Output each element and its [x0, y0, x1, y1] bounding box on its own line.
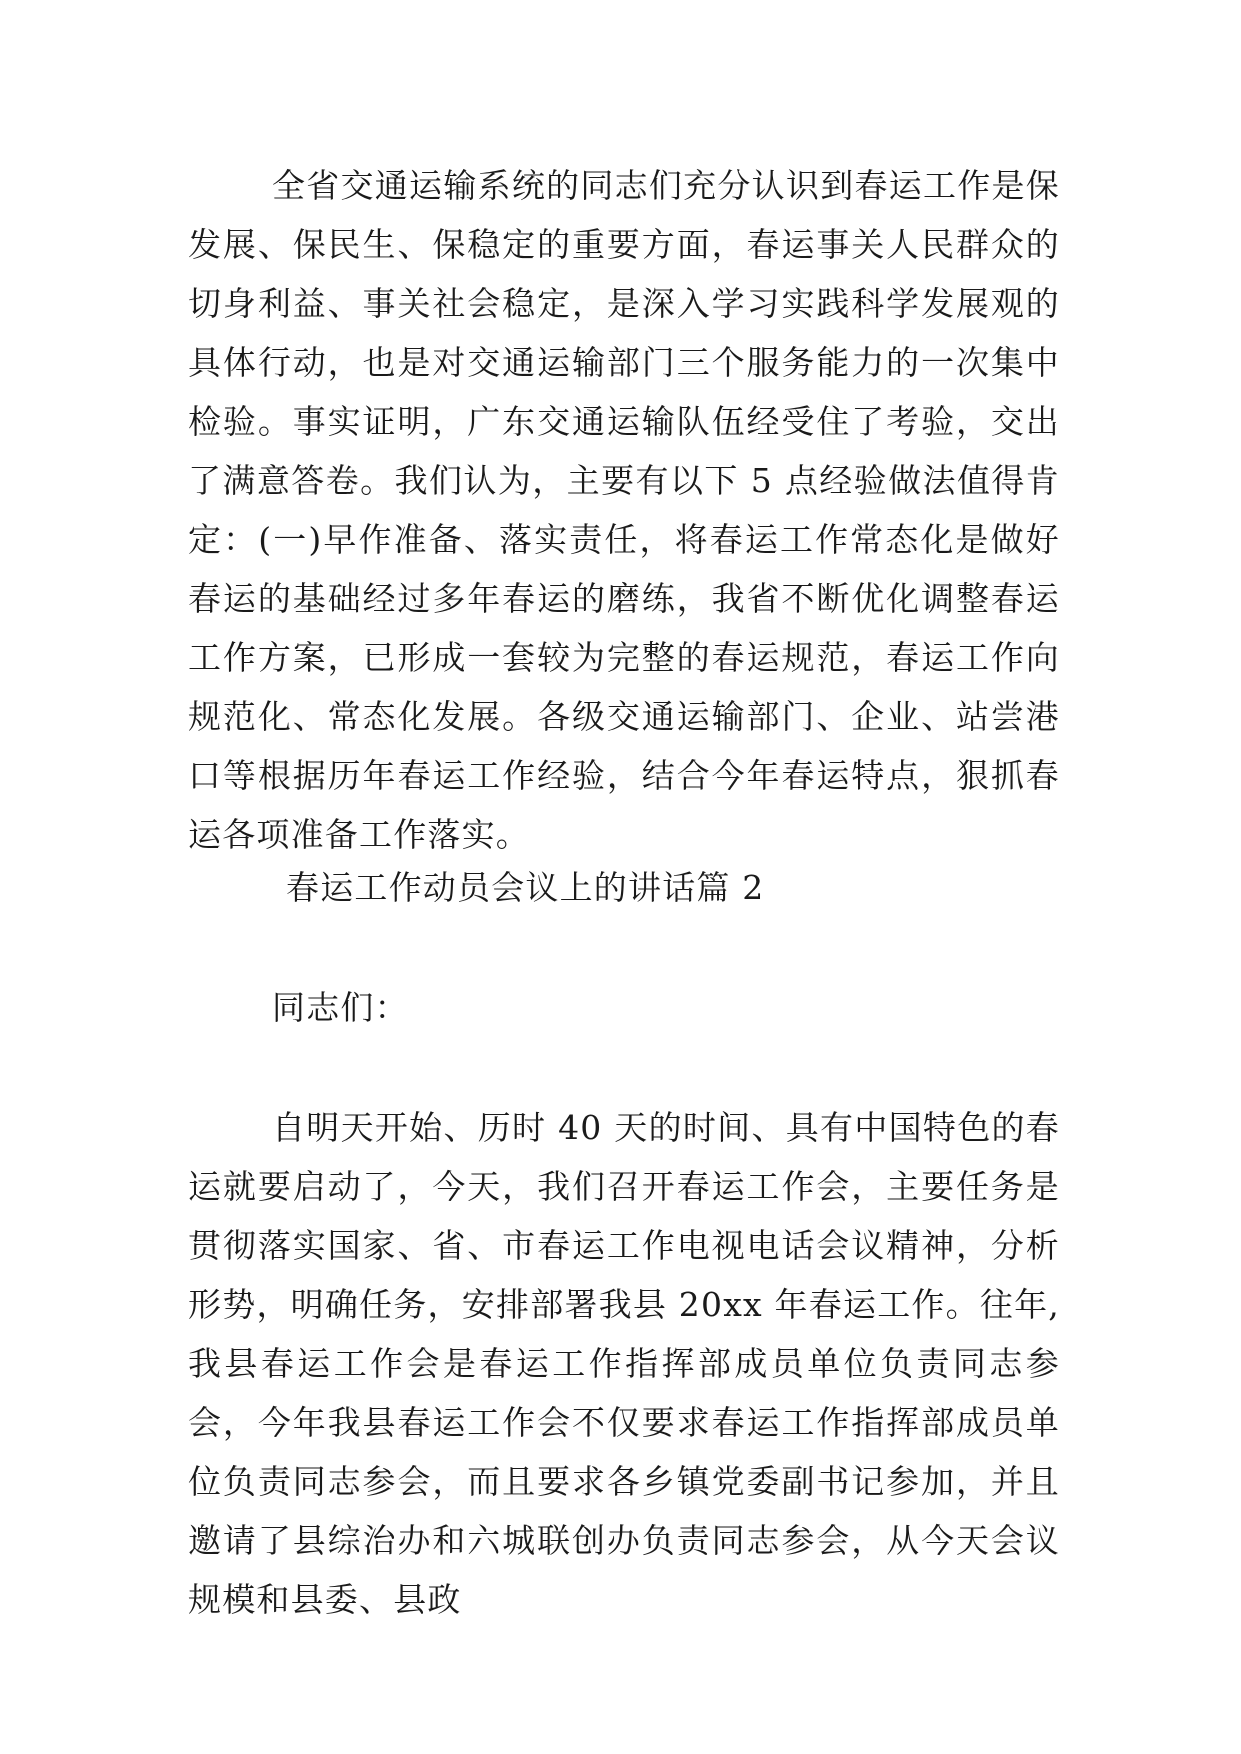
body-paragraph: 自明天开始、历时 40 天的时间、具有中国特色的春运就要启动了，今天，我们召开春运工作会，主要任务是贯彻落实国家、省、市春运工作电视电话会议精神，分析形势，明确任务，安排部署我县 20xx 年春运工作。往年,我县春运工作会是春运工作指挥部成员单位负责同志参会，今年我县春运工作会不仅要求春运工作指挥部成员单位负责同志参会，而且要求各乡镇党委副书记参加，并且邀请了县综治办和六城联创办负责同志参会，从今天会议规模和县委、县政: [188, 1108, 1060, 1619]
salutation: 同志们：: [272, 988, 409, 1027]
section-title: 春运工作动员会议上的讲话篇 2: [286, 868, 765, 907]
body-paragraph: 全省交通运输系统的同志们充分认识到春运工作是保发展、保民生、保稳定的重要方面，春运事关人民群众的切身利益、事关社会稳定，是深入学习实践科学发展观的具体行动，也是对交通运输部门三个服务能力的一次集中检验。事实证明，广东交通运输队伍经受住了考验，交出了满意答卷。我们认为，主要有以下 5 点经验做法值得肯定：(一)早作准备、落实责任，将春运工作常态化是做好春运的基础经过多年春运的磨练，我省不断优化调整春运工作方案，已形成一套较为完整的春运规范，春运工作向规范化、常态化发展。各级交通运输部门、企业、站尝港口等根据历年春运工作经验，结合今年春运特点，狠抓春运各项准备工作落实。: [188, 166, 1060, 854]
